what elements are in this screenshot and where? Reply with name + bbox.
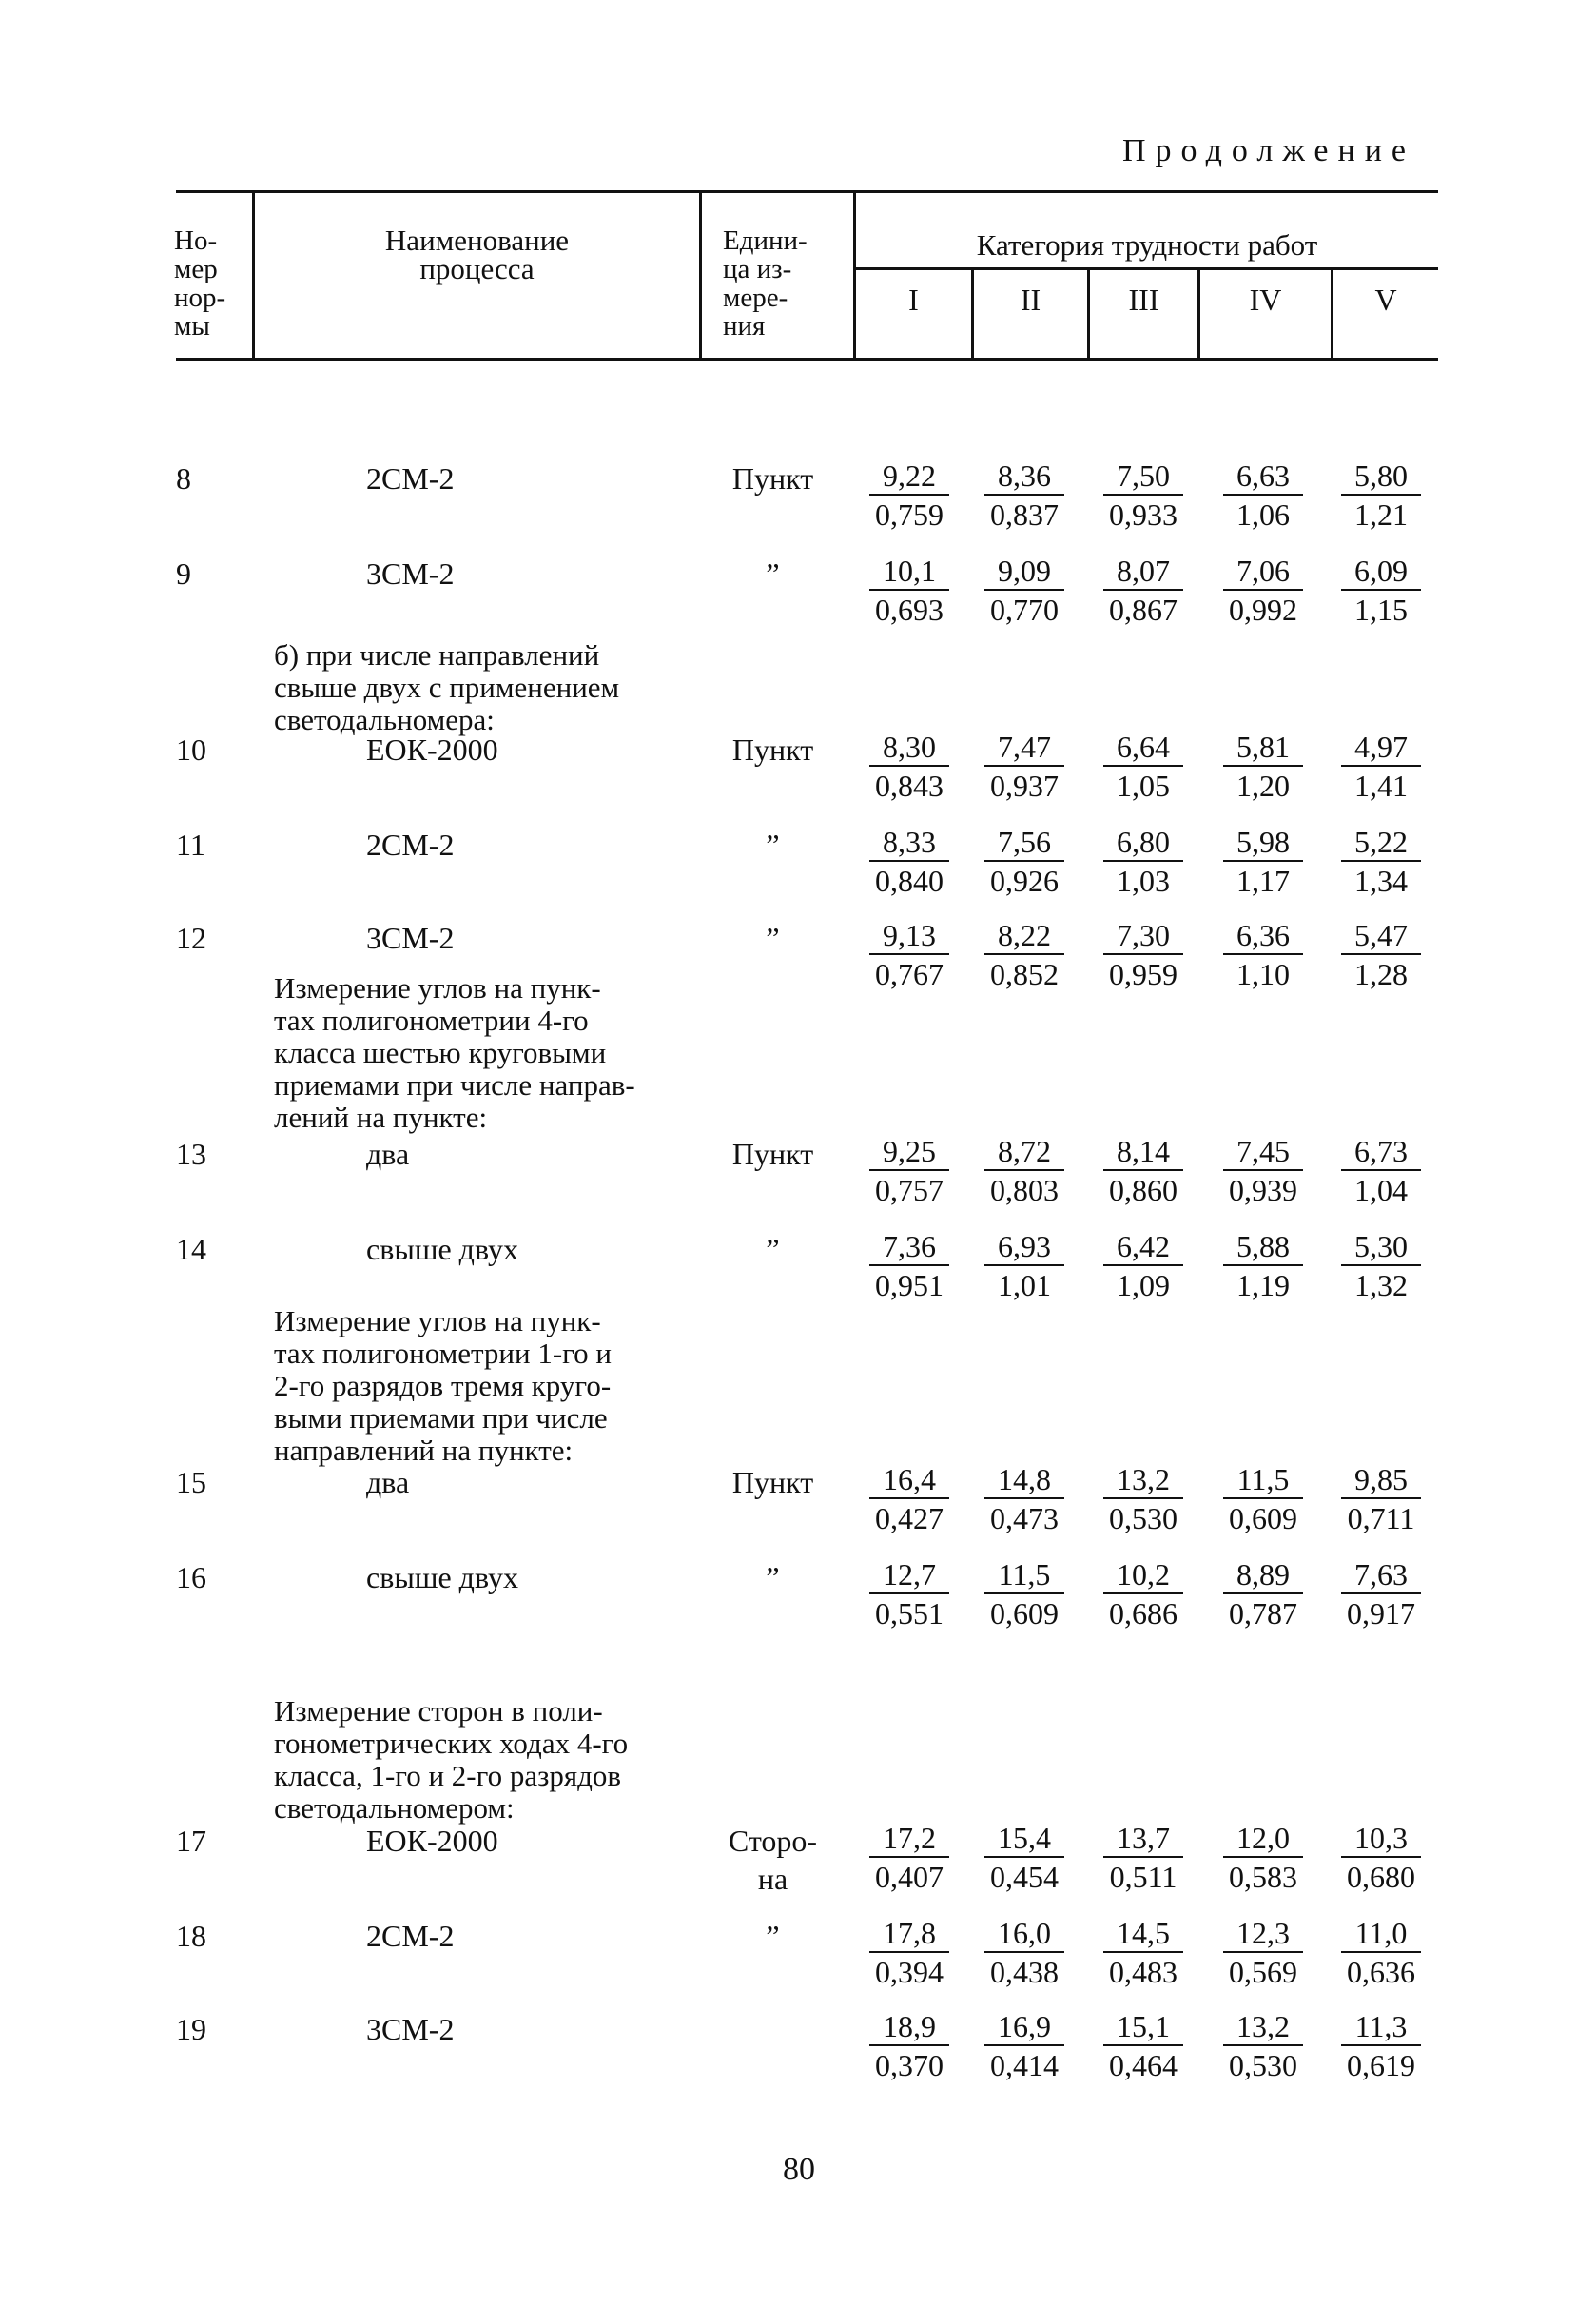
output-norm-value: 0,926 [990,864,1059,898]
output-norm-value: 0,803 [990,1173,1059,1207]
output-norm-value: 1,28 [1354,957,1408,991]
output-norm-value: 0,787 [1229,1596,1297,1630]
time-norm-value: 8,30 [883,730,936,764]
time-norm-value: 8,07 [1117,554,1170,588]
output-norm-value: 0,951 [875,1268,944,1302]
page-number: 80 [783,2152,815,2187]
value-fraction [1094,1133,1193,1209]
unit-of-measure: Сторо- на [728,1824,818,1896]
time-norm-value: 5,47 [1354,918,1408,952]
time-norm-value: 10,2 [1117,1557,1170,1591]
output-norm-value: 0,992 [1229,593,1297,627]
output-norm-value: 0,414 [990,2048,1059,2082]
value-fraction [1214,824,1313,900]
value-fraction [1094,1556,1193,1632]
value-fraction [1332,1461,1431,1537]
time-norm-value: 15,1 [1117,2009,1170,2043]
output-norm-value: 0,867 [1109,593,1178,627]
value-fraction [1094,1915,1193,1991]
value-fraction [975,917,1074,993]
value-fraction [1332,1556,1431,1632]
value-fraction [1214,2008,1313,2084]
time-norm-value: 11,5 [1236,1462,1290,1496]
time-norm-value: 16,4 [883,1462,936,1496]
time-norm-value: 12,3 [1236,1916,1290,1950]
value-fraction [1214,1820,1313,1896]
output-norm-value: 1,20 [1236,769,1290,803]
value-fraction [860,1461,959,1537]
value-fraction [860,1228,959,1304]
output-norm-value: 0,551 [875,1596,944,1630]
time-norm-value: 10,3 [1354,1821,1408,1855]
time-norm-value: 8,72 [998,1134,1051,1168]
output-norm-value: 0,407 [875,1860,944,1894]
value-fraction [1214,1461,1313,1537]
header-category-iv: IV [1249,283,1282,317]
time-norm-value: 14,5 [1117,1916,1170,1950]
output-norm-value: 1,32 [1354,1268,1408,1302]
output-norm-value: 0,427 [875,1501,944,1535]
output-norm-value: 0,636 [1347,1955,1415,1989]
value-fraction [1214,729,1313,805]
output-norm-value: 0,394 [875,1955,944,1989]
value-fraction [860,729,959,805]
unit-of-measure: ” [766,828,780,862]
time-norm-value: 11,5 [998,1557,1051,1591]
process-name: 3СМ-2 [366,2012,455,2046]
norm-number: 13 [176,1137,206,1171]
time-norm-value: 7,45 [1236,1134,1290,1168]
value-fraction [1214,1915,1313,1991]
time-norm-value: 8,22 [998,918,1051,952]
process-name: два [366,1465,410,1499]
time-norm-value: 6,36 [1236,918,1290,952]
time-norm-value: 4,97 [1354,730,1408,764]
time-norm-value: 14,8 [998,1462,1051,1496]
value-fraction [1094,729,1193,805]
output-norm-value: 1,34 [1354,864,1408,898]
output-norm-value: 0,583 [1229,1860,1297,1894]
output-norm-value: 0,933 [1109,498,1178,532]
value-fraction [860,1915,959,1991]
time-norm-value: 9,22 [883,459,936,493]
output-norm-value: 0,959 [1109,957,1178,991]
time-norm-value: 7,56 [998,825,1051,859]
process-name: ЕОК-2000 [366,1824,498,1858]
value-fraction [1094,917,1193,993]
time-norm-value: 7,47 [998,730,1051,764]
output-norm-value: 0,473 [990,1501,1059,1535]
norm-number: 19 [176,2012,206,2046]
output-norm-value: 0,530 [1229,2048,1297,2082]
value-fraction [1094,2008,1193,2084]
time-norm-value: 10,1 [883,554,936,588]
output-norm-value: 1,21 [1354,498,1408,532]
output-norm-value: 0,569 [1229,1955,1297,1989]
output-norm-value: 1,03 [1117,864,1170,898]
process-name: два [366,1137,410,1171]
process-name: свыше двух [366,1560,518,1594]
value-fraction [1332,1915,1431,1991]
unit-of-measure: Пункт [731,461,814,496]
value-fraction [1214,917,1313,993]
output-norm-value: 0,770 [990,593,1059,627]
output-norm-value: 0,840 [875,864,944,898]
output-norm-value: 0,438 [990,1955,1059,1989]
time-norm-value: 7,36 [883,1229,936,1263]
norm-number: 14 [176,1232,206,1266]
value-fraction [1332,824,1431,900]
time-norm-value: 5,88 [1236,1229,1290,1263]
process-name: 3СМ-2 [366,556,455,591]
time-norm-value: 7,63 [1354,1557,1408,1591]
process-name: 3СМ-2 [366,921,455,955]
header-number: Но- мер нор- мы [174,225,226,342]
output-norm-value: 0,680 [1347,1860,1415,1894]
value-fraction [1094,1461,1193,1537]
value-fraction [860,458,959,534]
value-fraction [860,1556,959,1632]
output-norm-value: 0,757 [875,1173,944,1207]
output-norm-value: 0,464 [1109,2048,1178,2082]
output-norm-value: 1,19 [1236,1268,1290,1302]
output-norm-value: 0,609 [990,1596,1059,1630]
output-norm-value: 1,41 [1354,769,1408,803]
category-sub-rule [853,267,1438,270]
output-norm-value: 1,15 [1354,593,1408,627]
output-norm-value: 0,370 [875,2048,944,2082]
header-top-rule [176,190,1438,193]
time-norm-value: 6,73 [1354,1134,1408,1168]
time-norm-value: 6,63 [1236,459,1290,493]
time-norm-value: 5,22 [1354,825,1408,859]
section-heading: Измерение углов на пунк- тах полигонометрии 1-го и 2-го разрядов тремя круго- выми приемами при числе направлений на пункте: [274,1304,612,1467]
output-norm-value: 0,843 [875,769,944,803]
norm-number: 16 [176,1560,206,1594]
time-norm-value: 12,0 [1236,1821,1290,1855]
output-norm-value: 0,767 [875,957,944,991]
time-norm-value: 18,9 [883,2009,936,2043]
value-fraction [1094,458,1193,534]
header-category-v: V [1374,283,1397,317]
time-norm-value: 7,06 [1236,554,1290,588]
output-norm-value: 0,619 [1347,2048,1415,2082]
time-norm-value: 6,93 [998,1229,1051,1263]
norm-number: 17 [176,1824,206,1858]
value-fraction [975,1556,1074,1632]
time-norm-value: 12,7 [883,1557,936,1591]
header-category: Категория трудности работ [976,228,1318,262]
time-norm-value: 7,30 [1117,918,1170,952]
value-fraction [1332,1133,1431,1209]
value-fraction [1332,1820,1431,1896]
value-fraction [1214,1133,1313,1209]
process-name: 2СМ-2 [366,461,455,496]
norm-number: 9 [176,556,191,591]
output-norm-value: 0,693 [875,593,944,627]
unit-of-measure: ” [766,1232,780,1266]
value-fraction [860,2008,959,2084]
value-fraction [1094,1820,1193,1896]
unit-of-measure: ” [766,556,780,591]
value-fraction [860,1820,959,1896]
value-fraction [1332,729,1431,805]
value-fraction [975,1820,1074,1896]
time-norm-value: 9,09 [998,554,1051,588]
time-norm-value: 9,25 [883,1134,936,1168]
section-heading: Измерение сторон в поли- гонометрических ходах 4-го класса, 1-го и 2-го разрядов светодальномером: [274,1694,629,1825]
output-norm-value: 0,483 [1109,1955,1178,1989]
header-category-iii: III [1128,283,1159,317]
time-norm-value: 11,3 [1354,2009,1408,2043]
time-norm-value: 5,30 [1354,1229,1408,1263]
output-norm-value: 1,06 [1236,498,1290,532]
output-norm-value: 1,10 [1236,957,1290,991]
norm-number: 11 [176,828,205,862]
value-fraction [1094,553,1193,629]
value-fraction [1332,1228,1431,1304]
value-fraction [975,2008,1074,2084]
unit-of-measure: Пункт [731,1137,814,1171]
time-norm-value: 13,2 [1236,2009,1290,2043]
header-category-i: I [908,283,919,317]
norm-number: 18 [176,1919,206,1953]
time-norm-value: 7,50 [1117,459,1170,493]
time-norm-value: 17,8 [883,1916,936,1950]
output-norm-value: 1,04 [1354,1173,1408,1207]
section-heading: Измерение углов на пунк- тах полигонометрии 4-го класса шестью круговыми приемами при числе направ- лений на пункте: [274,971,635,1134]
time-norm-value: 9,13 [883,918,936,952]
output-norm-value: 1,17 [1236,864,1290,898]
time-norm-value: 13,7 [1117,1821,1170,1855]
time-norm-value: 8,33 [883,825,936,859]
output-norm-value: 1,09 [1117,1268,1170,1302]
value-fraction [975,1133,1074,1209]
value-fraction [975,458,1074,534]
value-fraction [1214,553,1313,629]
process-name: ЕОК-2000 [366,732,498,767]
time-norm-value: 8,14 [1117,1134,1170,1168]
unit-of-measure: Пункт [731,732,814,767]
header-unit: Едини- ца из- мере- ния [723,225,808,342]
value-fraction [1214,1228,1313,1304]
output-norm-value: 0,837 [990,498,1059,532]
process-name: свыше двух [366,1232,518,1266]
unit-of-measure: ” [766,1919,780,1953]
header-bottom-rule [176,358,1438,361]
output-norm-value: 0,530 [1109,1501,1178,1535]
time-norm-value: 16,9 [998,2009,1051,2043]
unit-of-measure: ” [766,921,780,955]
output-norm-value: 0,937 [990,769,1059,803]
value-fraction [975,1228,1074,1304]
section-heading: б) при числе направлений свыше двух с применением светодальномера: [274,638,620,736]
value-fraction [975,553,1074,629]
time-norm-value: 11,0 [1354,1916,1408,1950]
output-norm-value: 0,711 [1347,1501,1415,1535]
time-norm-value: 13,2 [1117,1462,1170,1496]
value-fraction [1094,1228,1193,1304]
time-norm-value: 9,85 [1354,1462,1408,1496]
time-norm-value: 6,09 [1354,554,1408,588]
value-fraction [975,729,1074,805]
time-norm-value: 6,80 [1117,825,1170,859]
time-norm-value: 6,64 [1117,730,1170,764]
header-category-ii: II [1020,283,1041,317]
process-name: 2СМ-2 [366,828,455,862]
output-norm-value: 0,759 [875,498,944,532]
unit-of-measure: Пункт [731,1465,814,1499]
process-name: 2СМ-2 [366,1919,455,1953]
time-norm-value: 17,2 [883,1821,936,1855]
value-fraction [1214,458,1313,534]
value-fraction [1214,1556,1313,1632]
value-fraction [1332,2008,1431,2084]
value-fraction [975,1915,1074,1991]
time-norm-value: 15,4 [998,1821,1051,1855]
value-fraction [860,553,959,629]
time-norm-value: 5,81 [1236,730,1290,764]
norm-number: 12 [176,921,206,955]
time-norm-value: 8,36 [998,459,1051,493]
time-norm-value: 6,42 [1117,1229,1170,1263]
time-norm-value: 5,98 [1236,825,1290,859]
header-process: Наименование процесса [384,224,570,285]
time-norm-value: 8,89 [1236,1557,1290,1591]
output-norm-value: 1,05 [1117,769,1170,803]
unit-of-measure: ” [766,1560,780,1594]
output-norm-value: 0,454 [990,1860,1059,1894]
value-fraction [1332,553,1431,629]
output-norm-value: 0,686 [1109,1596,1178,1630]
norm-number: 10 [176,732,206,767]
time-norm-value: 16,0 [998,1916,1051,1950]
output-norm-value: 0,852 [990,957,1059,991]
output-norm-value: 0,860 [1109,1173,1178,1207]
output-norm-value: 0,511 [1109,1860,1178,1894]
norm-number: 8 [176,461,191,496]
output-norm-value: 0,609 [1229,1501,1297,1535]
output-norm-value: 0,939 [1229,1173,1297,1207]
value-fraction [860,824,959,900]
time-norm-value: 5,80 [1354,459,1408,493]
value-fraction [1332,458,1431,534]
value-fraction [1094,824,1193,900]
output-norm-value: 0,917 [1347,1596,1415,1630]
continuation-label: Продолжение [1122,133,1416,168]
norm-number: 15 [176,1465,206,1499]
value-fraction [1332,917,1431,993]
value-fraction [975,1461,1074,1537]
value-fraction [975,824,1074,900]
value-fraction [860,1133,959,1209]
output-norm-value: 1,01 [998,1268,1051,1302]
value-fraction [860,917,959,993]
